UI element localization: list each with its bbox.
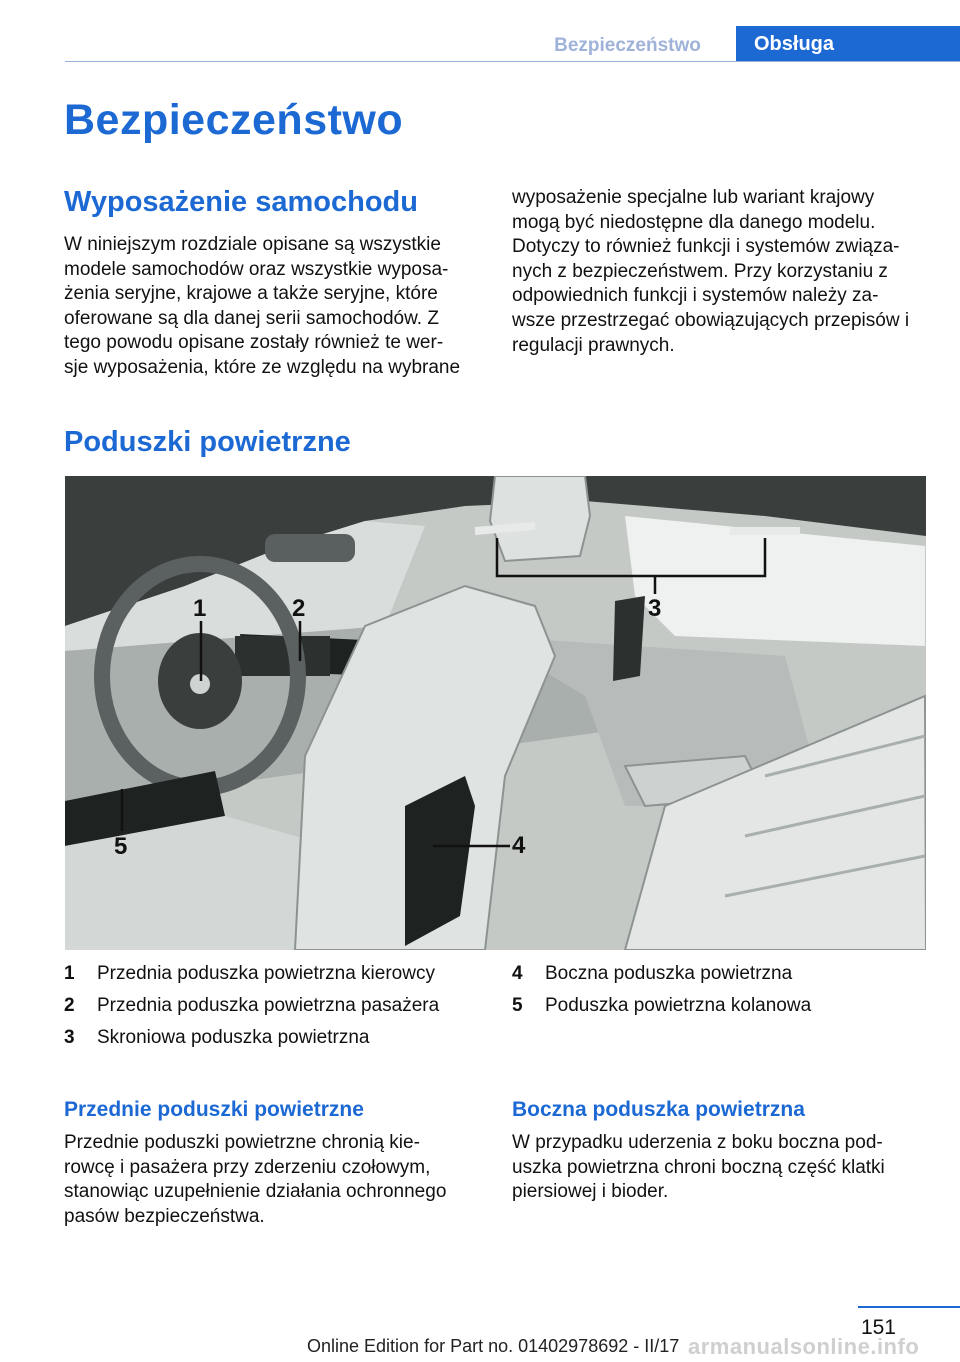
header-section-tab[interactable]: Bezpieczeństwo <box>554 35 701 56</box>
callout-5: 5 <box>114 833 128 860</box>
text-line: regulacji prawnych. <box>512 334 675 356</box>
callout-2: 2 <box>292 595 306 622</box>
text-line: odpowiednich funkcji i systemów należy za‐ <box>512 285 879 307</box>
page-number: 151 <box>860 1316 896 1339</box>
legend-item <box>64 994 484 1026</box>
text-line: sje wyposażenia, które ze względu na wybrane <box>64 356 461 378</box>
legend-number: 3 <box>64 1027 75 1048</box>
equipment-heading: Wyposażenie samochodu <box>64 186 418 218</box>
legend-number: 4 <box>512 963 523 984</box>
edition-note: Online Edition for Part no. 01402978692 - II/17 <box>307 1336 680 1356</box>
callout-1: 1 <box>193 595 207 622</box>
legend-number: 5 <box>512 995 523 1016</box>
legend-text: Przednia poduszka powietrzna pasażera <box>97 995 440 1016</box>
text-line: tego powodu opisane zostały również te wer‐ <box>64 332 444 354</box>
legend-text: Przednia poduszka powietrzna kierowcy <box>97 963 435 984</box>
text-line: stanowiąc uzupełnienie działania ochronnego <box>64 1181 447 1203</box>
legend-item <box>64 1026 484 1058</box>
text-line: rowcę i pasażera przy zderzeniu czołowym, <box>64 1156 431 1178</box>
car-interior-illustration <box>65 476 926 950</box>
legend-item <box>64 962 484 994</box>
legend-item <box>512 994 932 1026</box>
legend-item <box>512 962 932 994</box>
text-line: piersiowej i bioder. <box>512 1181 669 1203</box>
text-line: żenia seryjne, krajowe a także seryjne, które <box>64 283 438 305</box>
text-line: Przednie poduszki powietrzne chronią kie‐ <box>64 1132 420 1153</box>
text-line: modele samochodów oraz wszystkie wyposa‐ <box>64 258 449 280</box>
callout-3: 3 <box>648 595 662 622</box>
text-line: pasów bezpieczeństwa. <box>64 1205 265 1227</box>
legend-number: 2 <box>64 995 75 1016</box>
text-line: W niniejszym rozdziale opisane są wszystkie <box>64 234 441 255</box>
front-airbags-heading: Przednie poduszki powietrzne <box>64 1098 364 1121</box>
legend-text: Poduszka powietrzna kolanowa <box>545 995 812 1016</box>
text-line: wyposażenie specjalne lub wariant krajowy <box>512 187 875 208</box>
text-line: W przypadku uderzenia z boku boczna pod‐ <box>512 1132 883 1153</box>
footer-rule <box>858 1306 960 1308</box>
front-airbags-text <box>64 1131 484 1229</box>
text-line: wsze przestrzegać obowiązujących przepisów i <box>512 309 910 331</box>
figure-legend-left <box>64 962 484 1058</box>
legend-text: Boczna poduszka powietrzna <box>545 963 793 984</box>
figure-legend-right <box>512 962 932 1026</box>
page-title: Bezpieczeństwo <box>64 96 404 144</box>
text-line: Dotyczy to również funkcji i systemów związa‐ <box>512 236 900 258</box>
watermark: armanualsonline.info <box>688 1334 920 1359</box>
callout-4: 4 <box>512 832 526 859</box>
equipment-text-col1 <box>64 233 484 381</box>
text-line: mogą być niedostępne dla danego modelu. <box>512 211 876 233</box>
header-rule <box>65 61 960 62</box>
text-line: uszka powietrzna chroni boczną część klatki <box>512 1156 885 1178</box>
side-airbag-heading: Boczna poduszka powietrzna <box>512 1098 805 1121</box>
text-line: oferowane są dla danej serii samochodów. Z <box>64 307 439 329</box>
legend-number: 1 <box>64 963 75 984</box>
equipment-text-col2 <box>512 186 937 358</box>
header-active-tab[interactable]: Obsługa <box>736 26 960 62</box>
airbags-heading: Poduszki powietrzne <box>64 426 351 458</box>
legend-text: Skroniowa poduszka powietrzna <box>97 1027 370 1048</box>
text-line: nych z bezpieczeństwem. Przy korzystaniu z <box>512 260 888 282</box>
side-airbag-text <box>512 1131 932 1205</box>
